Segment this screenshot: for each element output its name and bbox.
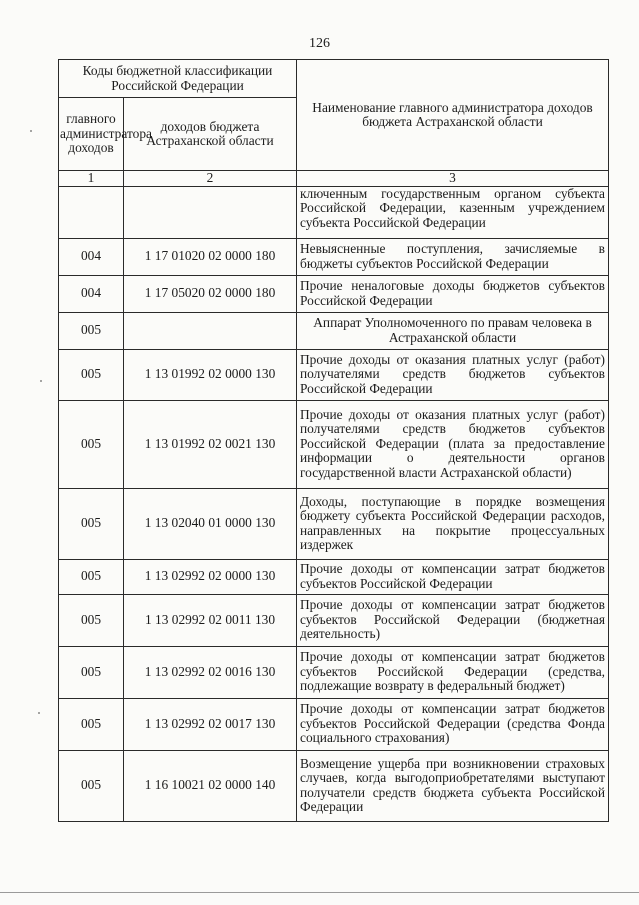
admin-code-cell: 005: [59, 312, 124, 349]
budget-code-cell: [124, 186, 297, 238]
budget-code-cell: 1 13 02992 02 0000 130: [124, 559, 297, 594]
table-row: [59, 238, 609, 275]
page-number: 126: [309, 36, 330, 51]
revenue-name-cell: Невыясненные поступления, зачисляемые в бюджеты субъектов Российской Федерации: [297, 238, 609, 275]
admin-code-cell: 004: [59, 275, 124, 312]
budget-code-cell: 1 13 02040 01 0000 130: [124, 488, 297, 559]
revenue-name-cell: Прочие доходы от компенсации затрат бюджетов субъектов Российской Федерации (бюджетная деятельность): [297, 594, 609, 646]
admin-code-cell: 005: [59, 750, 124, 821]
admin-code-cell: 005: [59, 559, 124, 594]
table-row: [59, 698, 609, 750]
admin-code-cell: 005: [59, 488, 124, 559]
scan-speck: [40, 380, 42, 382]
admin-code-cell: [59, 186, 124, 238]
table-row: [59, 594, 609, 646]
admin-code-cell: 004: [59, 238, 124, 275]
admin-code-cell: 005: [59, 349, 124, 400]
table-row: [59, 646, 609, 698]
header-name-cell: Наименование главного администратора доходов бюджета Астраханской области: [297, 60, 609, 171]
header-admin-cell: главного администратора доходов: [59, 98, 124, 171]
table-row: [59, 312, 609, 349]
budget-code-cell: 1 13 01992 02 0021 130: [124, 400, 297, 488]
budget-code-cell: 1 17 05020 02 0000 180: [124, 275, 297, 312]
budget-code-cell: 1 13 01992 02 0000 130: [124, 349, 297, 400]
table-row: [59, 349, 609, 400]
budget-code-cell: 1 13 02992 02 0017 130: [124, 698, 297, 750]
scan-edge-line: [0, 892, 639, 893]
revenue-name-cell: Прочие доходы от компенсации затрат бюджетов субъектов Российской Федерации: [297, 559, 609, 594]
budget-code-cell: 1 13 02992 02 0016 130: [124, 646, 297, 698]
column-number: 3: [297, 171, 609, 187]
revenue-name-cell: Прочие неналоговые доходы бюджетов субъектов Российской Федерации: [297, 275, 609, 312]
revenue-name-cell: Прочие доходы от компенсации затрат бюджетов субъектов Российской Федерации (средства Фонда социального страхования): [297, 698, 609, 750]
revenue-name-cell: Доходы, поступающие в порядке возмещения бюджету субъекта Российской Федерации расходов, направленных на покрытие процессуальных издержек: [297, 488, 609, 559]
column-numbers-row: [59, 171, 609, 187]
table-row: [59, 186, 609, 238]
admin-code-cell: 005: [59, 400, 124, 488]
revenue-name-cell: Возмещение ущерба при возникновении страховых случаев, когда выгодоприобретателями выступают получатели средств бюджета субъекта Российской Федерации: [297, 750, 609, 821]
revenue-name-cell: Прочие доходы от оказания платных услуг (работ) получателями средств бюджетов субъектов Российской Федерации: [297, 349, 609, 400]
budget-code-cell: 1 13 02992 02 0011 130: [124, 594, 297, 646]
scan-speck: [38, 712, 40, 714]
admin-code-cell: 005: [59, 646, 124, 698]
column-number: 1: [59, 171, 124, 187]
revenue-name-cell: Прочие доходы от компенсации затрат бюджетов субъектов Российской Федерации (средства, подлежащие возврату в федеральный бюджет): [297, 646, 609, 698]
budget-classification-table: [58, 59, 609, 822]
header-code-cell: доходов бюджета Астраханской области: [124, 98, 297, 171]
revenue-name-cell: Прочие доходы от оказания платных услуг (работ) получателями средств бюджетов субъектов Российской Федерации (плата за предоставление информации о деятельности органов государственной власти Астраханской области): [297, 400, 609, 488]
table-row: [59, 559, 609, 594]
table-row: [59, 488, 609, 559]
header-row-group: [59, 60, 609, 98]
section-name-cell: Аппарат Уполномоченного по правам человека в Астраханской области: [297, 312, 609, 349]
budget-code-cell: 1 17 01020 02 0000 180: [124, 238, 297, 275]
budget-code-cell: 1 16 10021 02 0000 140: [124, 750, 297, 821]
scan-speck: [30, 130, 32, 132]
table-row: [59, 400, 609, 488]
revenue-name-cell: ключенным государственным органом субъекта Российской Федерации, казенным учреждением субъекта Российской Федерации: [297, 186, 609, 238]
column-number: 2: [124, 171, 297, 187]
table-row: [59, 750, 609, 821]
admin-code-cell: 005: [59, 594, 124, 646]
header-group-cell: Коды бюджетной классификации Российской Федерации: [59, 60, 297, 98]
budget-code-cell: [124, 312, 297, 349]
table-row: [59, 275, 609, 312]
admin-code-cell: 005: [59, 698, 124, 750]
